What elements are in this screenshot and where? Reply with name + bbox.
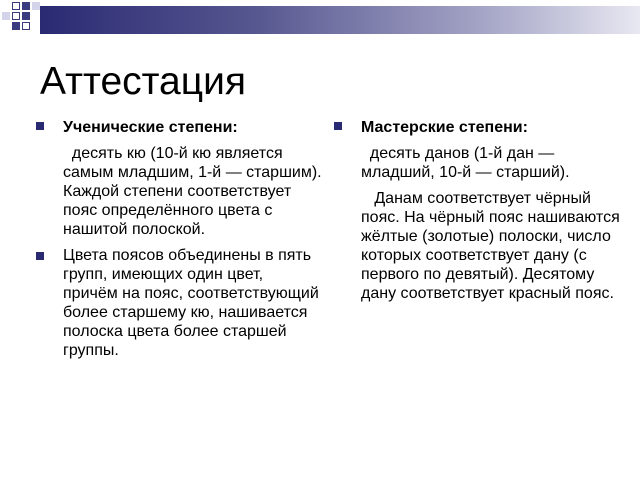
deco-square (22, 12, 30, 20)
title-gradient-bar (40, 6, 640, 34)
slide-title: Аттестация (40, 60, 246, 103)
deco-square (22, 22, 30, 30)
left-bullet-text: Цвета поясов объединены в пять групп, имеющих один цвет, причём на пояс, соответствующий более старшему кю, нашивается полоска цвета более старшей группы. (63, 247, 319, 359)
right-heading: Мастерские степени: (361, 119, 528, 136)
square-bullet-icon (334, 122, 342, 130)
deco-square (12, 2, 20, 10)
square-bullet-icon (36, 122, 44, 130)
left-paragraph: десять кю (10-й кю является самым младшим, 1-й — старшим). Каждой степени соответствует пояс определённого цвета с нашитой полоской. (63, 145, 327, 238)
right-paragraph-1: десять данов (1-й дан — младший, 10-й — старший). (361, 145, 570, 181)
deco-square (2, 12, 10, 20)
deco-square (12, 22, 20, 30)
left-heading-row (36, 116, 322, 137)
left-bullet-row (36, 246, 322, 360)
left-column (36, 116, 327, 360)
deco-square (32, 2, 40, 10)
right-column (334, 116, 625, 303)
left-heading: Ученические степени: (63, 119, 238, 136)
right-heading-row (334, 116, 620, 137)
square-bullet-icon (36, 252, 44, 260)
deco-square (12, 12, 20, 20)
right-paragraph-2: Данам соответствует чёрный пояс. На чёрный пояс нашиваются жёлтые (золотые) полоски, число которых соответствует дану (с первого по девятый). Десятому дану соответствует красный пояс. (361, 190, 625, 302)
deco-square (22, 2, 30, 10)
